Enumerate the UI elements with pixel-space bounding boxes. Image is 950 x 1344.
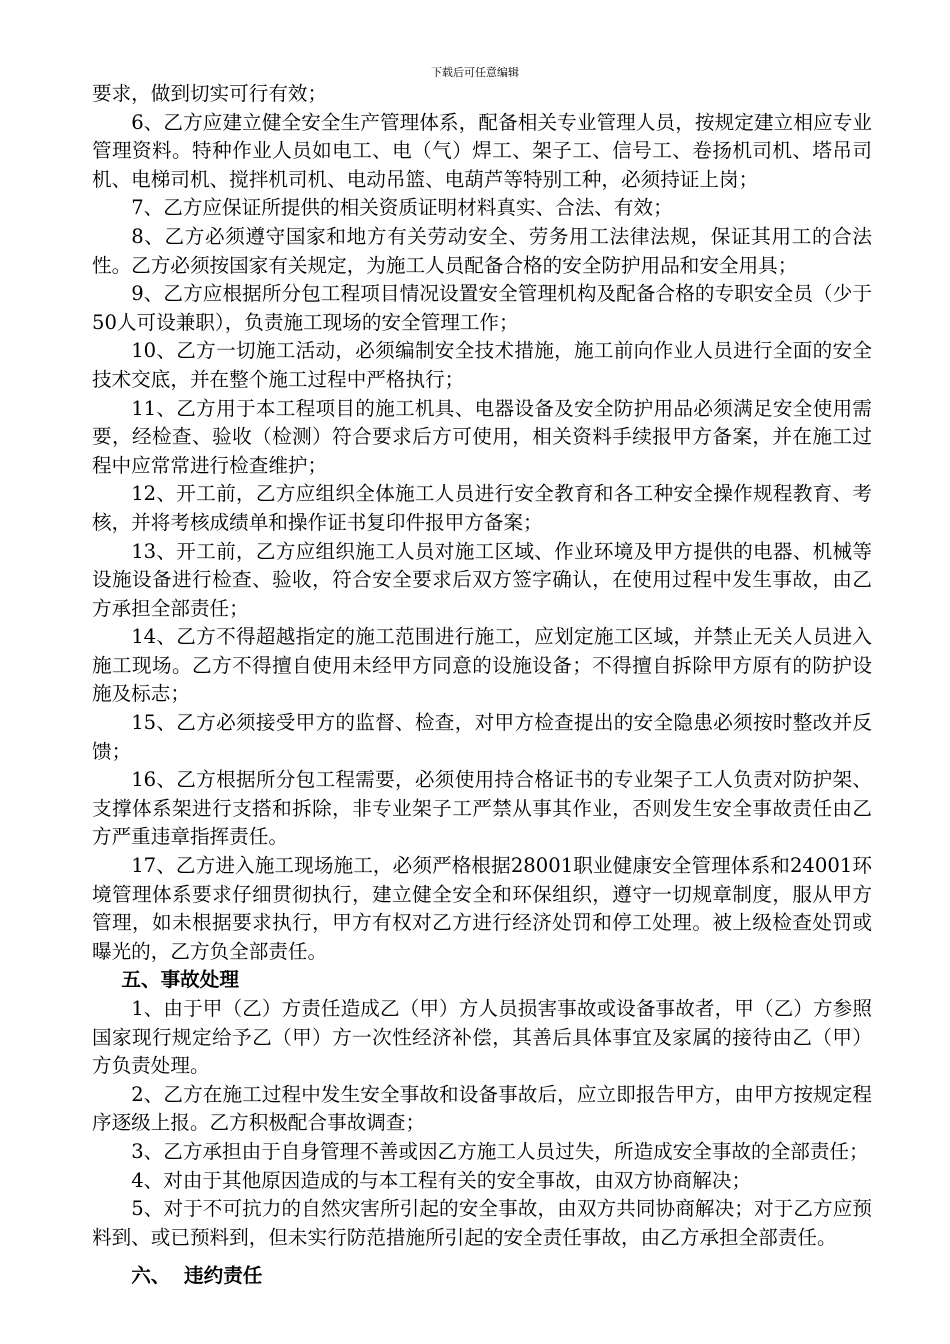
clause-paragraph: 17、乙方进入施工现场施工，必须严格根据28001职业健康安全管理体系和24001环境管理体系要求仔细贯彻执行，建立健全安全和环保组织，遵守一切规章制度，服从甲方管理，如未根据要求执行，甲方有权对乙方进行经济处罚和停工处理。被上级检查处罚或曝光的，乙方负全部责任。 xyxy=(92,854,872,963)
clause-paragraph: 12、开工前，乙方应组织全体施工人员进行安全教育和各工种安全操作规程教育、考核，并将考核成绩单和操作证书复印件报甲方备案； xyxy=(92,482,872,534)
page-header-note: 下载后可任意编辑 xyxy=(431,66,519,79)
section-five-clauses xyxy=(92,995,872,1252)
clause-paragraph: 3、乙方承担由于自身管理不善或因乙方施工人员过失，所造成安全事故的全部责任； xyxy=(131,1139,869,1163)
clause-paragraph: 13、开工前，乙方应组织施工人员对施工区域、作业环境及甲方提供的电器、机械等设施设备进行检查、验收，符合安全要求后双方签字确认，在使用过程中发生事故，由乙方承担全部责任； xyxy=(92,539,872,620)
clause-paragraph: 6、乙方应建立健全安全生产管理体系，配备相关专业管理人员，按规定建立相应专业管理资料。特种作业人员如电工、电（气）焊工、架子工、信号工、卷扬机司机、塔吊司机、电梯司机、搅拌机司机、电动吊篮、电葫芦等特别工种，必须持证上岗； xyxy=(92,110,872,191)
clause-paragraph: 15、乙方必须接受甲方的监督、检查，对甲方检查提出的安全隐患必须按时整改并反馈； xyxy=(92,711,872,763)
clause-paragraph: 要求，做到切实可行有效； xyxy=(92,82,328,105)
clause-paragraph: 8、乙方必须遵守国家和地方有关劳动安全、劳务用工法律法规，保证其用工的合法性。乙方必须按国家有关规定，为施工人员配备合格的安全防护用品和安全用具； xyxy=(92,224,872,277)
section-heading-accident-handling: 五、事故处理 xyxy=(121,968,239,992)
clause-paragraph: 5、对于不可抗力的自然灾害所引起的安全事故，由双方共同协商解决；对于乙方应预料到、或已预料到，但未实行防范措施所引起的安全责任事故，由乙方承担全部责任。 xyxy=(92,1197,872,1249)
clause-paragraph: 14、乙方不得超越指定的施工范围进行施工，应划定施工区域，并禁止无关人员进入施工现场。乙方不得擅自使用未经甲方同意的设施设备；不得擅自拆除甲方原有的防护设施及标志； xyxy=(92,625,872,706)
section-four-clauses xyxy=(92,80,872,966)
clause-paragraph: 11、乙方用于本工程项目的施工机具、电器设备及安全防护用品必须满足安全使用需要，经检查、验收（检测）符合要求后方可使用，相关资料手续报甲方备案，并在施工过程中应常常进行检查维护； xyxy=(92,396,872,477)
clause-paragraph: 7、乙方应保证所提供的相关资质证明材料真实、合法、有效； xyxy=(131,196,673,220)
clause-paragraph: 4、对由于其他原因造成的与本工程有关的安全事故，由双方协商解决； xyxy=(131,1168,752,1192)
clause-paragraph: 2、乙方在施工过程中发生安全事故和设备事故后，应立即报告甲方，由甲方按规定程序逐级上报。乙方积极配合事故调查； xyxy=(92,1082,872,1135)
clause-paragraph: 1、由于甲（乙）方责任造成乙（甲）方人员损害事故或设备事故者，甲（乙）方参照国家现行规定给予乙（甲）方一次性经济补偿，其善后具体事宜及家属的接待由乙（甲）方负责处理。 xyxy=(92,997,872,1078)
document-body xyxy=(92,80,872,1291)
clause-paragraph: 16、乙方根据所分包工程需要，必须使用持合格证书的专业架子工人负责对防护架、支撑体系架进行支搭和拆除，非专业架子工严禁从事其作业，否则发生安全事故责任由乙方严重违章指挥责任。 xyxy=(92,768,872,849)
section-heading-breach-liability: 六、 违约责任 xyxy=(131,1264,263,1288)
clause-paragraph: 9、乙方应根据所分包工程项目情况设置安全管理机构及配备合格的专职安全员（少于50人可设兼职），负责施工现场的安全管理工作； xyxy=(92,282,872,334)
clause-paragraph: 10、乙方一切施工活动，必须编制安全技术措施，施工前向作业人员进行全面的安全技术交底，并在整个施工过程中严格执行； xyxy=(92,339,872,391)
